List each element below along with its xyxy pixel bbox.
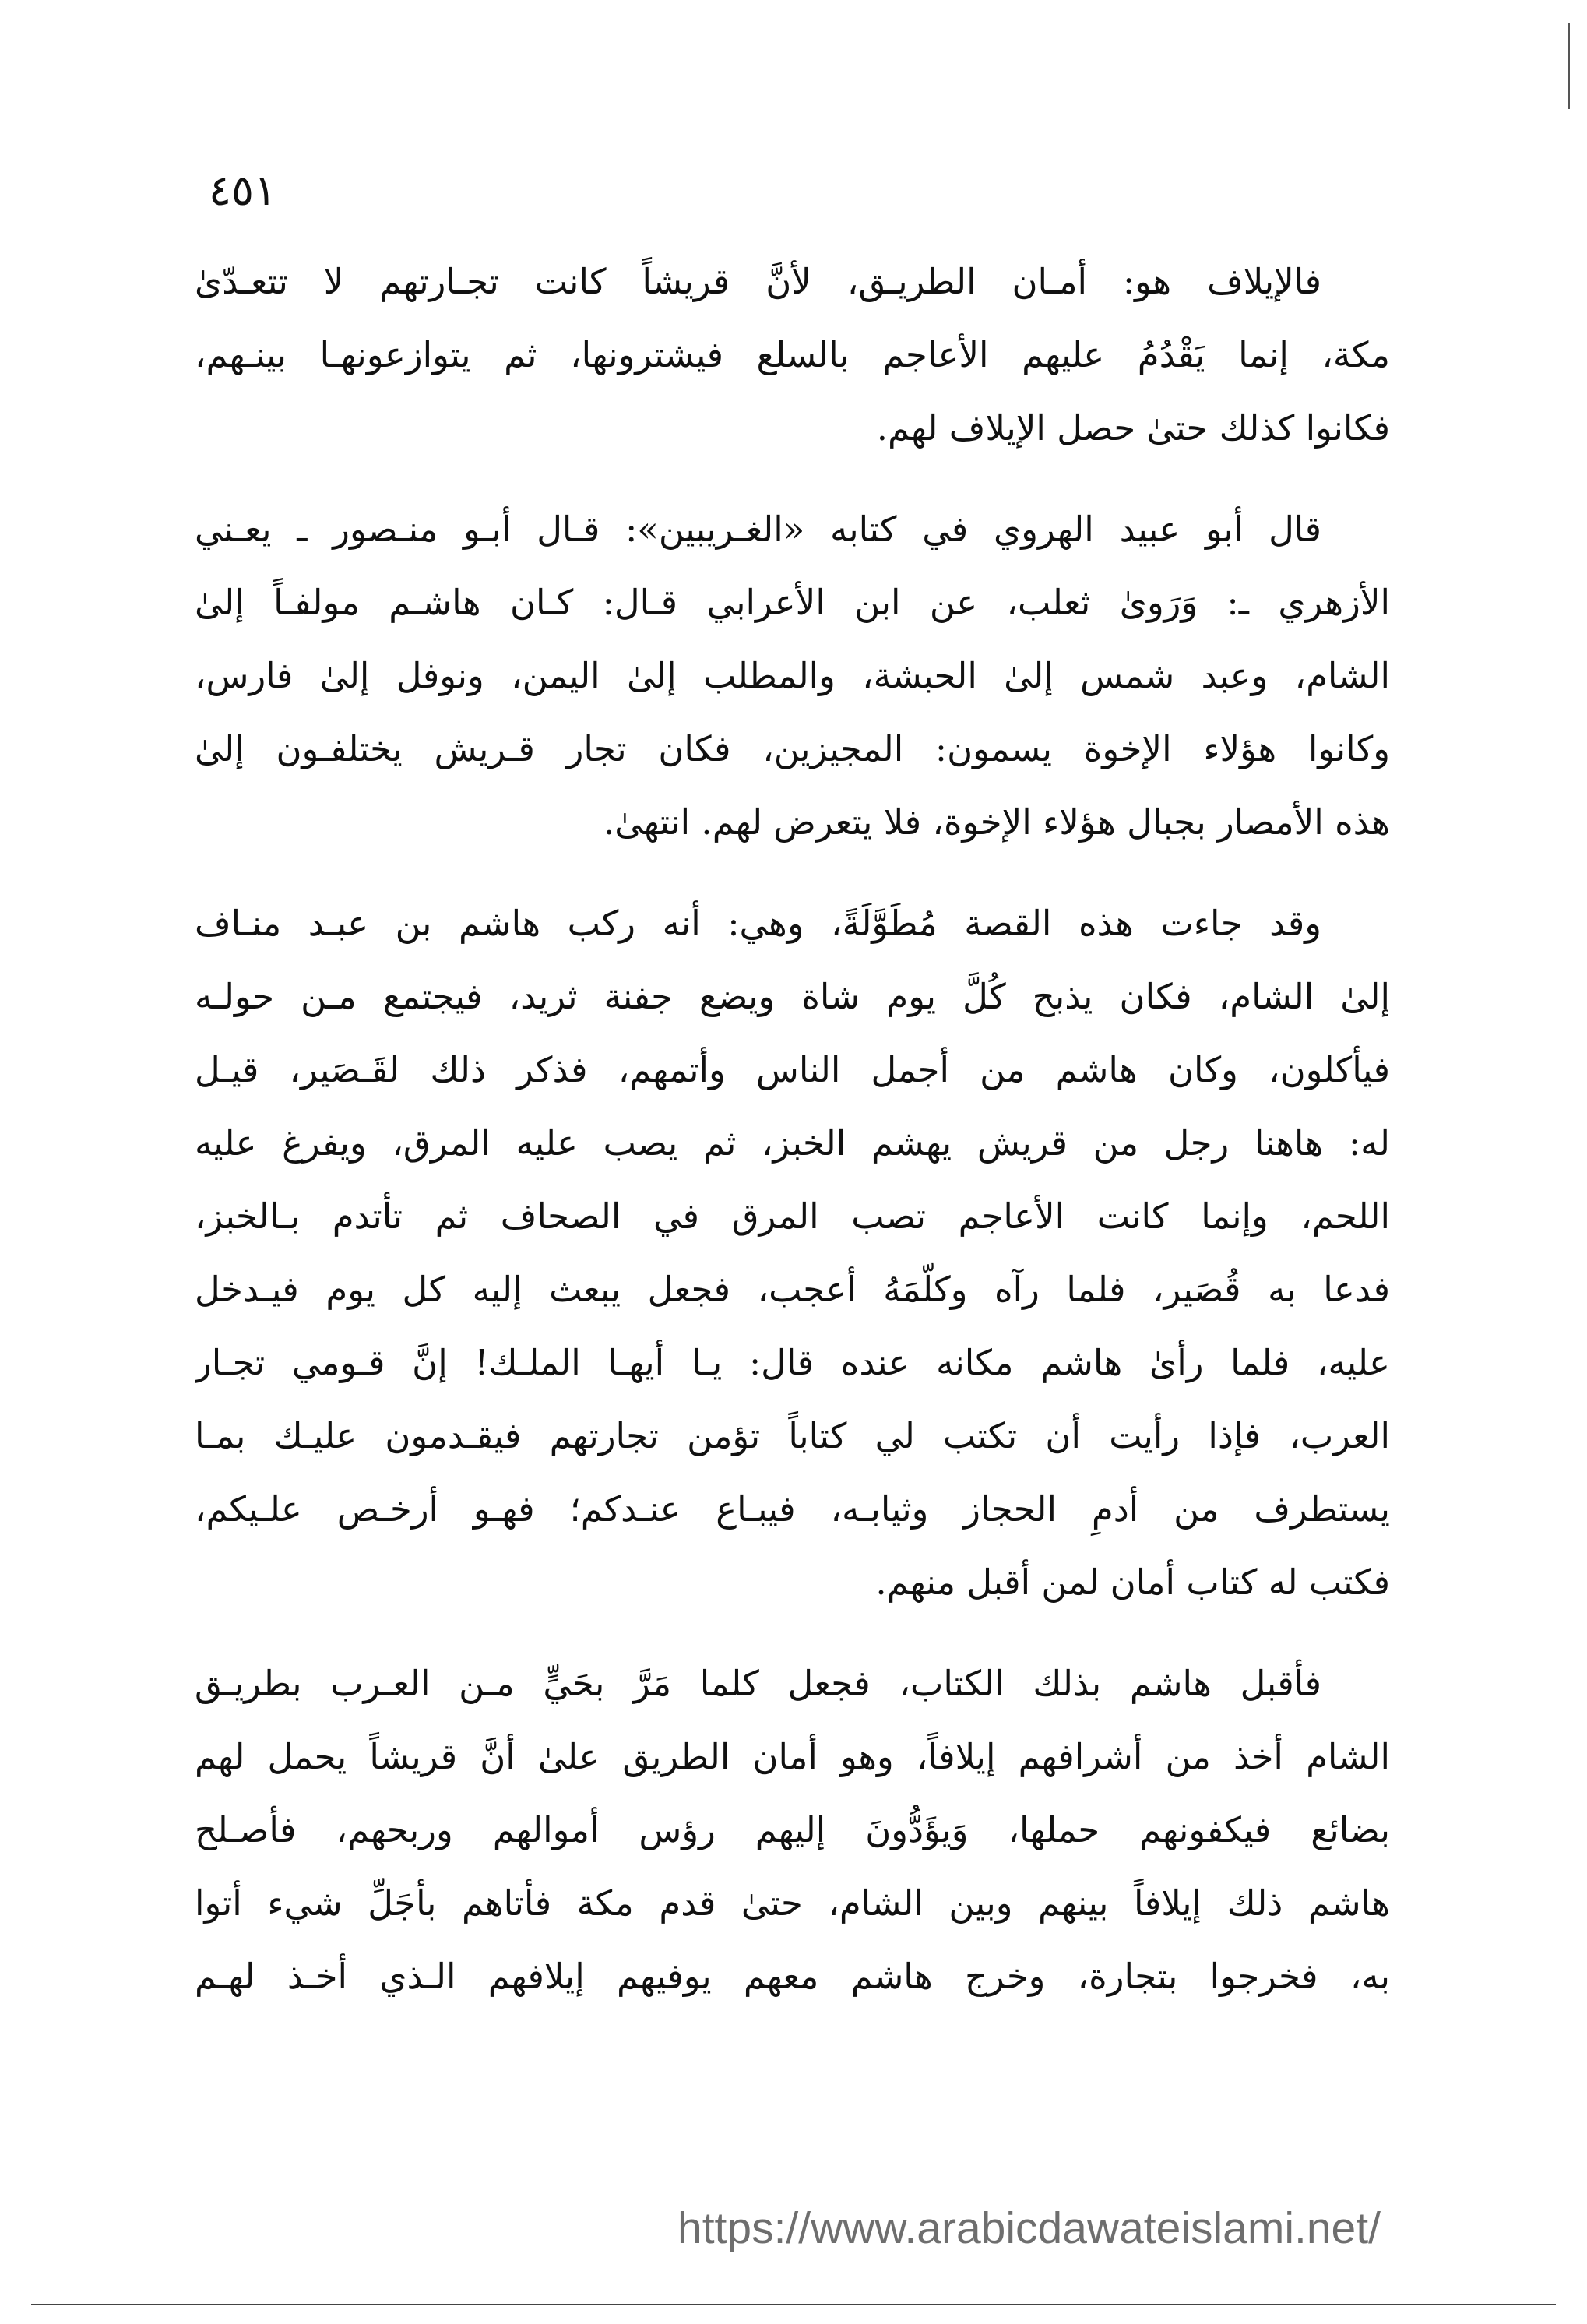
paragraph: [195, 493, 1390, 859]
text-line: هاشم ذلك إيلافاً بينهم وبين الشام، حتىٰ قدم مكة فأتاهم بأجَلِّ شيء أتوا: [195, 1882, 1390, 1924]
text-line: الأزهري ـ: وَرَوىٰ ثعلب، عن ابن الأعرابي قـال: كـان هاشـم مولفـاً إلىٰ: [195, 582, 1390, 623]
page-edge-mark: [1568, 23, 1570, 109]
paragraph: [195, 1647, 1390, 2013]
text-line: فكانوا كذلك حتىٰ حصل الإيلاف لهم.: [876, 407, 1390, 449]
text-line: إلىٰ الشام، فكان يذبح كُلَّ يوم شاة ويضع جفنة ثريد، فيجتمع مـن حولـه: [195, 976, 1390, 1017]
text-line: هذه الأمصار بجبال هؤلاء الإخوة، فلا يتعرض لهم. انتهىٰ.: [603, 801, 1390, 843]
bottom-rule: [31, 2304, 1556, 2305]
text-line: له: هاهنا رجل من قريش يهشم الخبز، ثم يصب عليه المرق، ويفرغ عليه: [195, 1122, 1390, 1164]
text-line: فكتب له كتاب أمان لمن أقبل منهم.: [875, 1562, 1390, 1603]
text-line: يستطرف من أدمِ الحجاز وثيابـه، فيبـاع عنـدكم؛ فهـو أرخـص علـيكم،: [195, 1488, 1390, 1530]
text-line: العرب، فإذا رأيت أن تكتب لي كتاباً تؤمن تجارتهم فيقـدمون عليـك بمـا: [195, 1415, 1390, 1456]
text-line: عليه، فلما رأىٰ هاشم مكانه عنده قال: يـا أيهـا الملـك! إنَّ قـومي تجـار: [195, 1342, 1390, 1383]
watermark-url: https://www.arabicdawateislami.net/: [677, 2203, 1381, 2253]
text-line: فدعا به قُصَير، فلما رآه وكلّمَهُ أعجب، فجعل يبعث إليه كل يوم فيـدخل: [195, 1269, 1390, 1310]
text-line: فأقبل هاشم بذلك الكتاب، فجعل كلما مَرَّ بحَيٍّ مـن العـرب بطريـق: [195, 1663, 1321, 1704]
text-line: قال أبو عبيد الهروي في كتابه «الغـريبين»: قـال أبـو منـصور ـ يعـني: [195, 509, 1321, 550]
text-line: بضائع فيكفونهم حملها، وَيؤَدُّونَ إليهم رؤس أموالهم وربحهم، فأصـلح: [195, 1809, 1390, 1850]
text-line: اللحم، وإنما كانت الأعاجم تصب المرق في الصحاف ثم تأتدم بـالخبز،: [195, 1195, 1390, 1237]
text-body: [195, 245, 1390, 2068]
text-line: وكانوا هؤلاء الإخوة يسمون: المجيزين، فكان تجار قـريش يختلفـون إلىٰ: [195, 728, 1390, 769]
text-line: فيأكلون، وكان هاشم من أجمل الناس وأتمهم، فذكر ذلك لقَـصَير، قيـل: [195, 1049, 1390, 1090]
text-line: به، فخرجوا بتجارة، وخرج هاشم معهم يوفيهم إيلافهم الـذي أخـذ لهـم: [195, 1956, 1390, 1997]
text-line: الشام أخذ من أشرافهم إيلافاً، وهو أمان الطريق علىٰ أنَّ قريشاً يحمل لهم: [195, 1736, 1390, 1777]
text-line: وقد جاءت هذه القصة مُطَوَّلَةً، وهي: أنه ركب هاشم بن عبـد منـاف: [195, 903, 1321, 944]
text-line: فالإيلاف هو: أمـان الطريـق، لأنَّ قريشاً كانت تجـارتهم لا تتعـدّىٰ: [195, 261, 1321, 302]
text-line: الشام، وعبد شمس إلىٰ الحبشة، والمطلب إلىٰ اليمن، ونوفل إلىٰ فارس،: [195, 655, 1390, 696]
paragraph: [195, 245, 1390, 465]
text-line: مكة، إنما يَقْدُمُ عليهم الأعاجم بالسلع فيشترونها، ثم يتوازعونهـا بينـهم،: [195, 334, 1390, 375]
paragraph: [195, 887, 1390, 1619]
page-number: ٤٥١: [209, 166, 277, 215]
